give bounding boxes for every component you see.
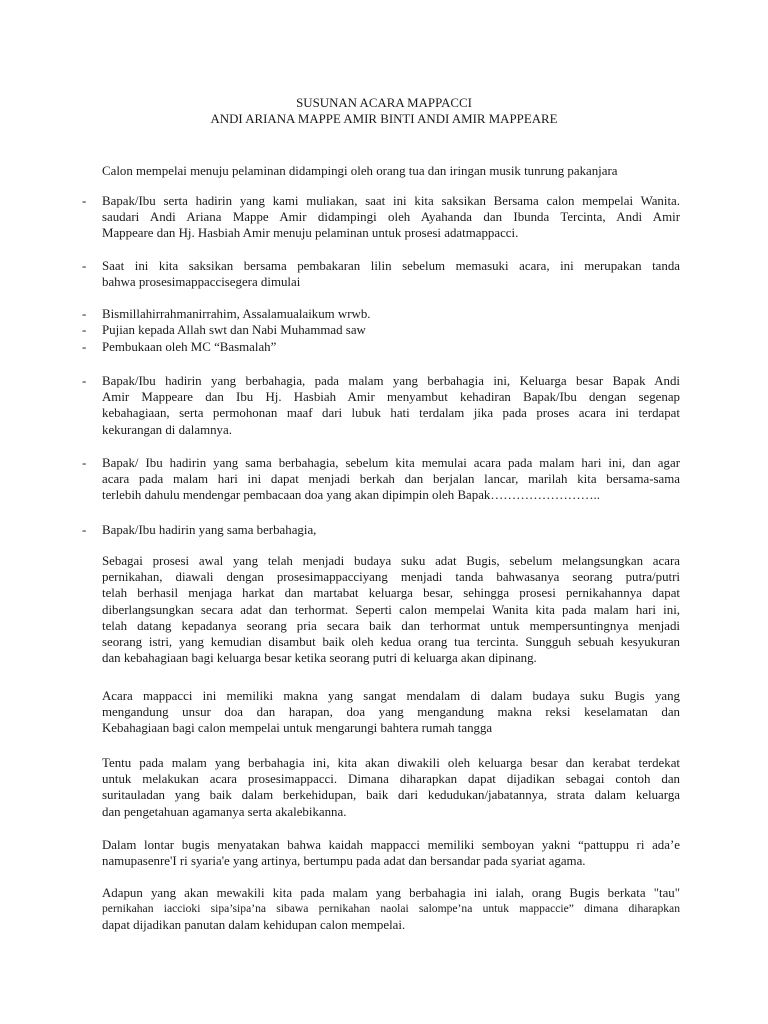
bullet-item <box>102 306 680 322</box>
text-line: dapat dijadikan panutan dalam kehidupan calon mempelai. <box>102 918 406 933</box>
bullet-dash: - <box>82 307 87 321</box>
text-line: telah berhasil menjaga harkat dan martabat keluarga besar, sehingga prosesi pernikahannya dapat <box>102 586 680 601</box>
text-line: seorang istri, yang kemudian disambut baik oleh kedua orang tua tercinta. Sungguh sebuah kesyukuran <box>102 635 680 650</box>
bullet-item <box>102 522 680 538</box>
text-line: acara pada malam hari ini dapat menjadi berkah dan berjalan lancar, marilah kita bersama-sama <box>102 472 680 487</box>
body-paragraph <box>102 837 680 869</box>
bullet-item <box>102 193 680 242</box>
text-line: kekurangan di dalamnya. <box>102 422 232 437</box>
bullet-dash: - <box>82 194 87 208</box>
text-line: Mappeare dan Hj. Hasbiah Amir menuju pelaminan untuk prosesi adatmappacci. <box>102 226 519 241</box>
text-line: Bapak/Ibu hadirin yang berbahagia, pada malam yang berbahagia ini, Keluarga besar Bapak Andi <box>102 374 680 388</box>
text-line: mengandung unsur doa dan harapan, doa yang mengandung makna reksi keselamatan dan <box>102 705 680 720</box>
intro-paragraph <box>102 163 680 179</box>
text-line: dan kebahagiaan bagi keluarga besar ketika seorang putri di keluarga akan dipinang. <box>102 651 537 666</box>
text-line: Bapak/Ibu hadirin yang sama berbahagia, <box>102 523 317 537</box>
text-line: Pembukaan oleh MC “Basmalah” <box>102 340 277 354</box>
text-line: suritauladan yang baik dalam berkehidupan, baik dari kedudukan/jabatannya, strata dalam keluarga <box>102 788 680 803</box>
intro-line: Calon mempelai menuju pelaminan didampingi oleh orang tua dan iringan musik tunrung pakanjara <box>102 164 618 178</box>
bullet-dash: - <box>82 523 87 537</box>
body-paragraph <box>102 688 680 737</box>
text-line: Pujian kepada Allah swt dan Nabi Muhammad saw <box>102 323 366 337</box>
text-line: telah datang kepadanya seorang pria secara baik dan terhormat untuk mempersuntingnya menjadi <box>102 618 680 633</box>
text-line: Dalam lontar bugis menyatakan bahwa kaidah mappacci memiliki semboyan yakni “pattuppu ri ada’e <box>102 838 680 852</box>
bullet-item <box>102 339 680 355</box>
text-line: terlebih dahulu mendengar pembacaan doa yang akan dipimpin oleh Bapak…………………….. <box>102 488 600 503</box>
bullet-dash: - <box>82 374 87 388</box>
document-title: SUSUNAN ACARA MAPPACCI <box>296 96 472 110</box>
text-line: Tentu pada malam yang berbahagia ini, kita akan diwakili oleh keluarga besar dan kerabat terdekat <box>102 756 680 770</box>
text-line: namupasenre'I ri syaria'e yang artinya, bertumpu pada adat dan bersandar pada syariat agama. <box>102 854 586 869</box>
text-line: Kebahagiaan bagi calon mempelai untuk mengarungi bahtera rumah tangga <box>102 721 493 736</box>
text-line: Bismillahirrahmanirrahim, Assalamualaikum wrwb. <box>102 307 371 321</box>
document-subtitle: ANDI ARIANA MAPPE AMIR BINTI ANDI AMIR MAPPEARE <box>210 112 558 126</box>
text-line: Amir Mappeare dan Ibu Hj. Hasbiah Amir menyambut kehadiran Bapak/Ibu dengan segenap <box>102 390 680 405</box>
body-paragraph <box>102 755 680 820</box>
text-line: Saat ini kita saksikan bersama pembakaran lilin sebelum memasuki acara, ini merupakan tanda <box>102 259 680 273</box>
text-line: diberlangsungkan secara adat dan terhormat. Seperti calon mempelai Wanita kita pada malam hari ini, <box>102 602 680 617</box>
text-line: Bapak/ Ibu hadirin yang sama berbahagia, sebelum kita memulai acara pada malam hari ini, dan agar <box>102 456 680 470</box>
text-line: kebahagiaan, serta permohonan maaf dari lubuk hati terdalam jika pada proses acara ini terdapat <box>102 406 680 421</box>
text-line: pernikahan iaccioki sipa’sipa’na sibawa pernikahan naolai salompe’na untuk mappaccie” dimana diharapkan <box>102 902 680 916</box>
text-line: Acara mappacci ini memiliki makna yang sangat mendalam di dalam budaya suku Bugis yang <box>102 689 680 703</box>
body-paragraph <box>102 553 680 666</box>
text-line: Bapak/Ibu serta hadirin yang kami muliakan, saat ini kita saksikan Bersama calon mempelai Wanita. <box>102 194 680 208</box>
text-line: pernikahan, diawali dengan prosesimappacciyang menjadi tanda bahwasanya seorang putra/putri <box>102 570 680 585</box>
bullet-dash: - <box>82 259 87 273</box>
text-line: bahwa prosesimappaccisegera dimulai <box>102 275 301 290</box>
bullet-item <box>102 258 680 290</box>
bullet-dash: - <box>82 323 87 337</box>
text-line: saudari Andi Ariana Mappe Amir didampingi oleh Ayahanda dan Ibunda Tercinta, Andi Amir <box>102 210 680 225</box>
text-line: untuk melakukan acara prosesimappacci. Dimana diharapkan dapat dijadikan sebagai contoh dan <box>102 772 680 787</box>
text-line: dan pengetahuan agamanya serta akalebikanna. <box>102 804 347 819</box>
body-paragraph <box>102 885 680 934</box>
bullet-item <box>102 373 680 438</box>
bullet-dash: - <box>82 456 87 470</box>
text-line: Adapun yang akan mewakili kita pada malam yang berbahagia ini ialah, orang Bugis berkata "tau" <box>102 886 680 900</box>
bullet-item <box>102 322 680 338</box>
bullet-dash: - <box>82 340 87 354</box>
text-line: Sebagai prosesi awal yang telah menjadi budaya suku adat Bugis, sebelum melangsungkan acara <box>102 554 680 568</box>
bullet-item <box>102 455 680 504</box>
